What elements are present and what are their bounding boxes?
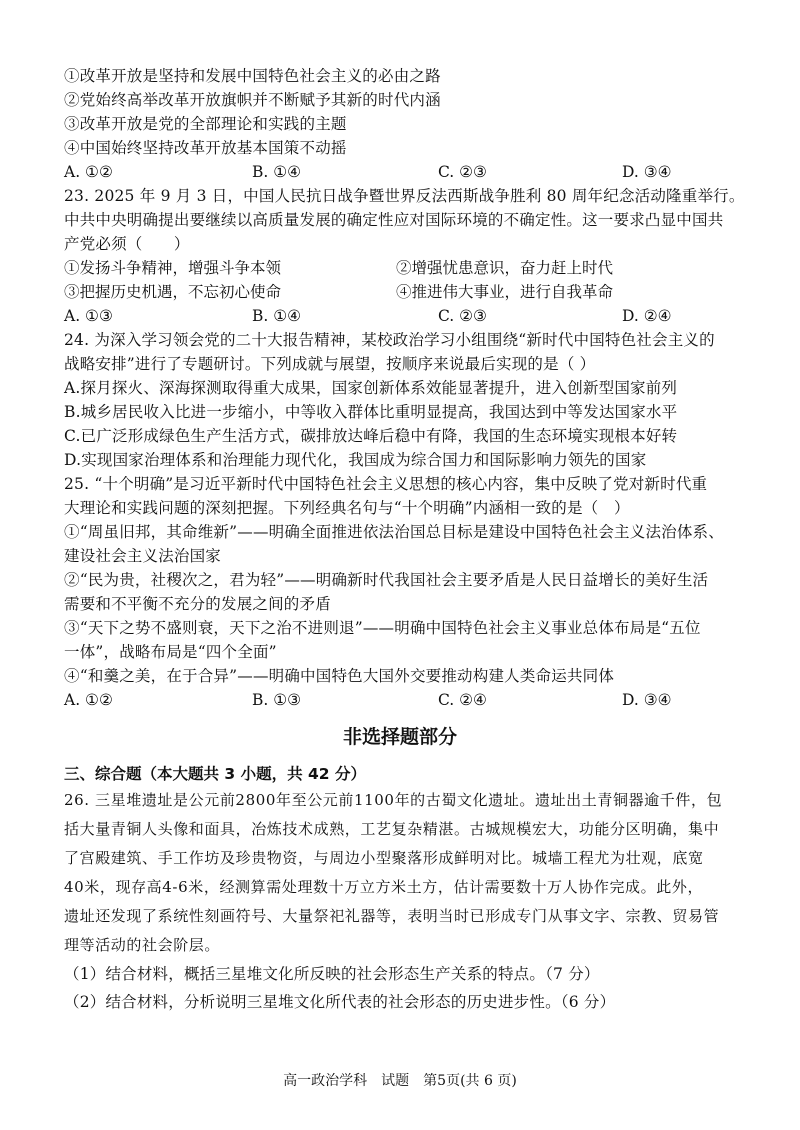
q23-option-b: B. ①④ <box>252 307 302 325</box>
q24-stem-line-1: 24. 为深入学习领会党的二十大报告精神，某校政治学习小组围绕“新时代中国特色社会主义的 <box>64 331 715 349</box>
q25-item-4: ④“和羹之美，在于合异”——明确中国特色大国外交要推动构建人类命运共同体 <box>64 667 615 685</box>
q26-material-line-5: 遗址还发现了系统性刻画符号、大量祭祀礼器等，表明当时已形成专门从事文字、宗教、贸易管 <box>64 907 720 925</box>
q23-item-4: ④推进伟大事业，进行自我革命 <box>396 283 614 301</box>
q26-material-line-2: 括大量青铜人头像和面具，冶炼技术成熟，工艺复杂精湛。古城规模宏大，功能分区明确，集中 <box>64 820 720 838</box>
q23-stem-line-1: 23. 2025 年 9 月 3 日，中国人民抗日战争暨世界反法西斯战争胜利 80 周年纪念活动隆重举行。 <box>64 187 745 205</box>
q22-item-2: ②党始终高举改革开放旗帜并不断赋予其新的时代内涵 <box>64 91 441 109</box>
q23-stem-line-3: 产党必须（ ） <box>64 235 190 253</box>
q25-item-3-line-2: 一体”，战略布局是“四个全面” <box>64 643 277 661</box>
section-heading: 非选择题部分 <box>342 726 457 748</box>
q26-material-line-1: 26. 三星堆遗址是公元前2800年至公元前1100年的古蜀文化遗址。遗址出土青铜器逾千件，包 <box>64 791 723 809</box>
q25-option-d: D. ③④ <box>622 691 672 709</box>
q24-option-c: C.已广泛形成绿色生产生活方式，碳排放达峰后稳中有降，我国的生态环境实现根本好转 <box>64 427 678 445</box>
q24-option-b: B.城乡居民收入比进一步缩小，中等收入群体比重明显提高，我国达到中等发达国家水平 <box>64 403 678 421</box>
q25-option-b: B. ①③ <box>252 691 302 709</box>
q23-item-2: ②增强忧患意识，奋力赶上时代 <box>396 259 614 277</box>
q23-option-c: C. ②③ <box>438 307 487 325</box>
q22-option-c: C. ②③ <box>438 163 487 181</box>
page-footer: 高一政治学科 试题 第5页(共 6 页) <box>283 1073 517 1089</box>
q26-material-line-3: 了宫殿建筑、手工作坊及珍贵物资，与周边小型聚落形成鲜明对比。城墙工程尤为壮观，底宽 <box>64 849 704 867</box>
q26-subquestion-1: （1）结合材料，概括三星堆文化所反映的社会形态生产关系的特点。（7 分） <box>64 965 600 983</box>
q23-stem-line-2: 中共中央明确提出要继续以高质量发展的确定性应对国际环境的不确定性。这一要求凸显中国共 <box>64 211 724 229</box>
q22-option-b: B. ①④ <box>252 163 302 181</box>
q25-item-2-line-2: 需要和不平衡不充分的发展之间的矛盾 <box>64 595 331 613</box>
q23-item-3: ③把握历史机遇，不忘初心使命 <box>64 283 282 301</box>
q23-option-d: D. ②④ <box>622 307 672 325</box>
q25-item-2-line-1: ②“民为贵，社稷次之，君为轻”——明确新时代我国社会主要矛盾是人民日益增长的美好生活 <box>64 571 709 589</box>
q25-option-a: A. ①② <box>64 691 113 709</box>
q25-stem-line-2: 大理论和实践问题的深刻把握。下列经典名句与“十个明确”内涵相一致的是（ ） <box>64 499 630 517</box>
section-title: 三、综合题（本大题共 3 小题，共 42 分） <box>64 765 366 783</box>
q26-material-line-6: 理等活动的社会阶层。 <box>64 936 221 954</box>
q22-option-d: D. ③④ <box>622 163 672 181</box>
q22-option-a: A. ①② <box>64 163 113 181</box>
q23-item-1: ①发扬斗争精神，增强斗争本领 <box>64 259 282 277</box>
q26-material-line-4: 40米，现存高4-6米，经测算需处理数十万立方米土方，估计需要数十万人协作完成。此外， <box>64 878 704 896</box>
q25-stem-line-1: 25. “十个明确”是习近平新时代中国特色社会主义思想的核心内容，集中反映了党对新时代重 <box>64 475 708 493</box>
q22-item-3: ③改革开放是党的全部理论和实践的主题 <box>64 115 347 133</box>
q25-item-3-line-1: ③“天下之势不盛则衰，天下之治不进则退”——明确中国特色社会主义事业总体布局是“五位 <box>64 619 701 637</box>
q25-item-1-line-2: 建设社会主义法治国家 <box>64 547 222 565</box>
q24-option-a: A.探月探火、深海探测取得重大成果，国家创新体系效能显著提升，进入创新型国家前列 <box>64 379 678 397</box>
q26-subquestion-2: （2）结合材料，分析说明三星堆文化所代表的社会形态的历史进步性。（6 分） <box>64 993 616 1011</box>
q23-option-a: A. ①③ <box>64 307 113 325</box>
q24-stem-line-2: 战略安排”进行了专题研讨。下列成就与展望，按顺序来说最后实现的是（ ） <box>64 355 596 373</box>
q25-item-1-line-1: ①“周虽旧邦，其命维新”——明确全面推进依法治国总目标是建设中国特色社会主义法治体系、 <box>64 523 724 541</box>
q25-option-c: C. ②④ <box>438 691 487 709</box>
q22-item-4: ④中国始终坚持改革开放基本国策不动摇 <box>64 139 347 157</box>
q24-option-d: D.实现国家治理体系和治理能力现代化，我国成为综合国力和国际影响力领先的国家 <box>64 451 647 469</box>
q22-item-1: ①改革开放是坚持和发展中国特色社会主义的必由之路 <box>64 67 441 85</box>
